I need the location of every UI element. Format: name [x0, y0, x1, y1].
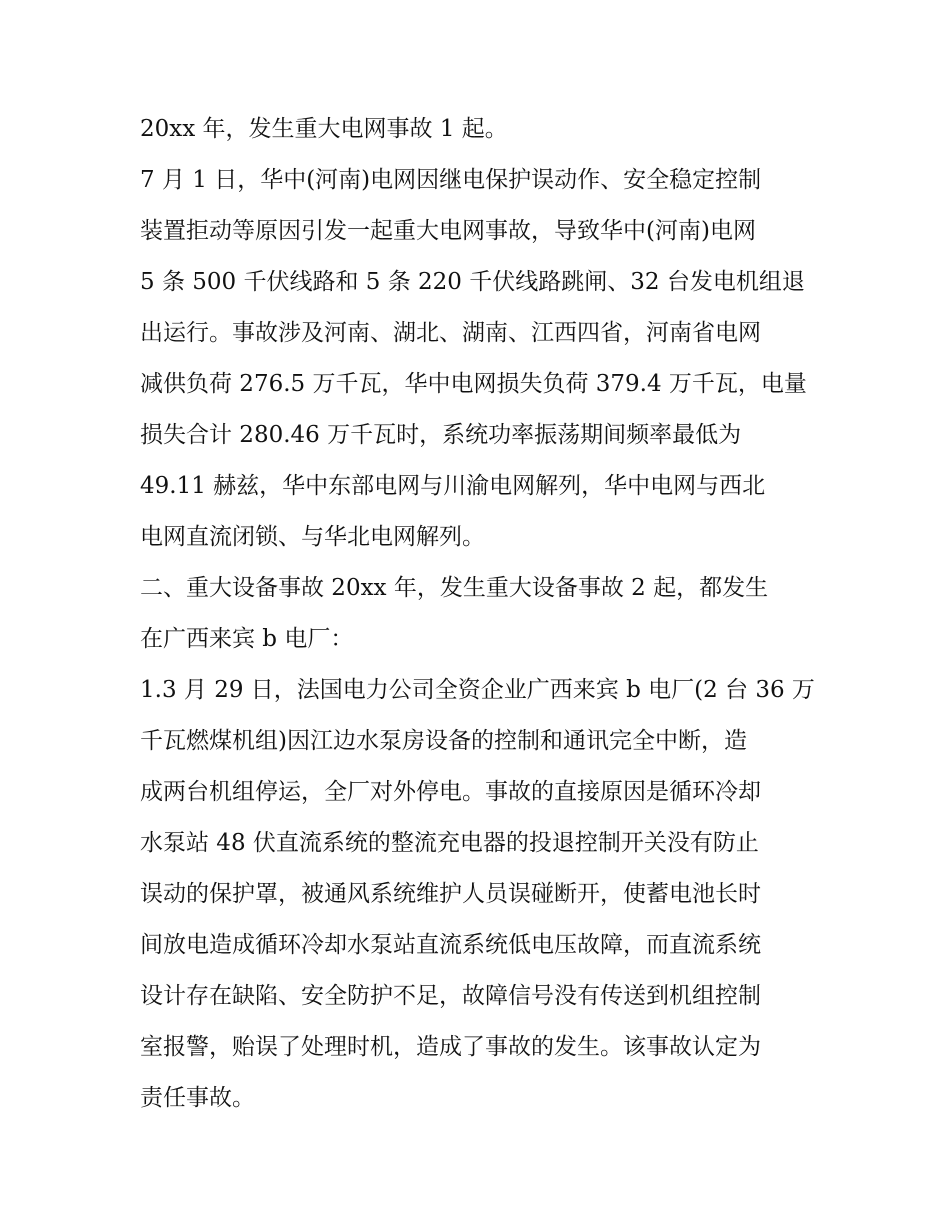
text-line: 误动的保护罩，被通风系统维护人员误碰断开，使蓄电池长时	[140, 881, 761, 907]
text-line: 室报警，贻误了处理时机，造成了事故的发生。该事故认定为	[140, 1034, 761, 1060]
text-line: 7 月 1 日，华中(河南)电网因继电保护误动作、安全稳定控制	[140, 167, 762, 193]
text-line: 电网直流闭锁、与华北电网解列。	[140, 524, 485, 550]
text-line: 5 条 500 千伏线路和 5 条 220 千伏线路跳闸、32 台发电机组退	[140, 269, 805, 295]
text-line: 49.11 赫兹，华中东部电网与川渝电网解列，华中电网与西北	[140, 473, 766, 499]
text-line: 在广西来宾 b 电厂：	[140, 626, 354, 652]
text-line: 间放电造成循环冷却水泵站直流系统低电压故障，而直流系统	[140, 932, 761, 958]
text-line: 减供负荷 276.5 万千瓦，华中电网损失负荷 379.4 万千瓦，电量	[140, 371, 807, 397]
text-line: 二、重大设备事故 20xx 年，发生重大设备事故 2 起，都发生	[140, 575, 769, 601]
text-line: 水泵站 48 伏直流系统的整流充电器的投退控制开关没有防止	[140, 830, 759, 856]
text-line: 1.3 月 29 日，法国电力公司全资企业广西来宾 b 电厂(2 台 36 万	[140, 677, 815, 703]
text-line: 千瓦燃煤机组)因江边水泵房设备的控制和通讯完全中断，造	[140, 728, 747, 754]
text-line: 20xx 年，发生重大电网事故 1 起。	[140, 116, 508, 142]
text-line: 出运行。事故涉及河南、湖北、湖南、江西四省，河南省电网	[140, 320, 761, 346]
document-body	[140, 104, 820, 1124]
text-line: 装置拒动等原因引发一起重大电网事故，导致华中(河南)电网	[140, 218, 756, 244]
text-line: 损失合计 280.46 万千瓦时，系统功率振荡期间频率最低为	[140, 422, 742, 448]
text-line: 责任事故。	[140, 1085, 255, 1111]
text-line: 成两台机组停运，全厂对外停电。事故的直接原因是循环冷却	[140, 779, 761, 805]
text-line: 设计存在缺陷、安全防护不足，故障信号没有传送到机组控制	[140, 983, 761, 1009]
